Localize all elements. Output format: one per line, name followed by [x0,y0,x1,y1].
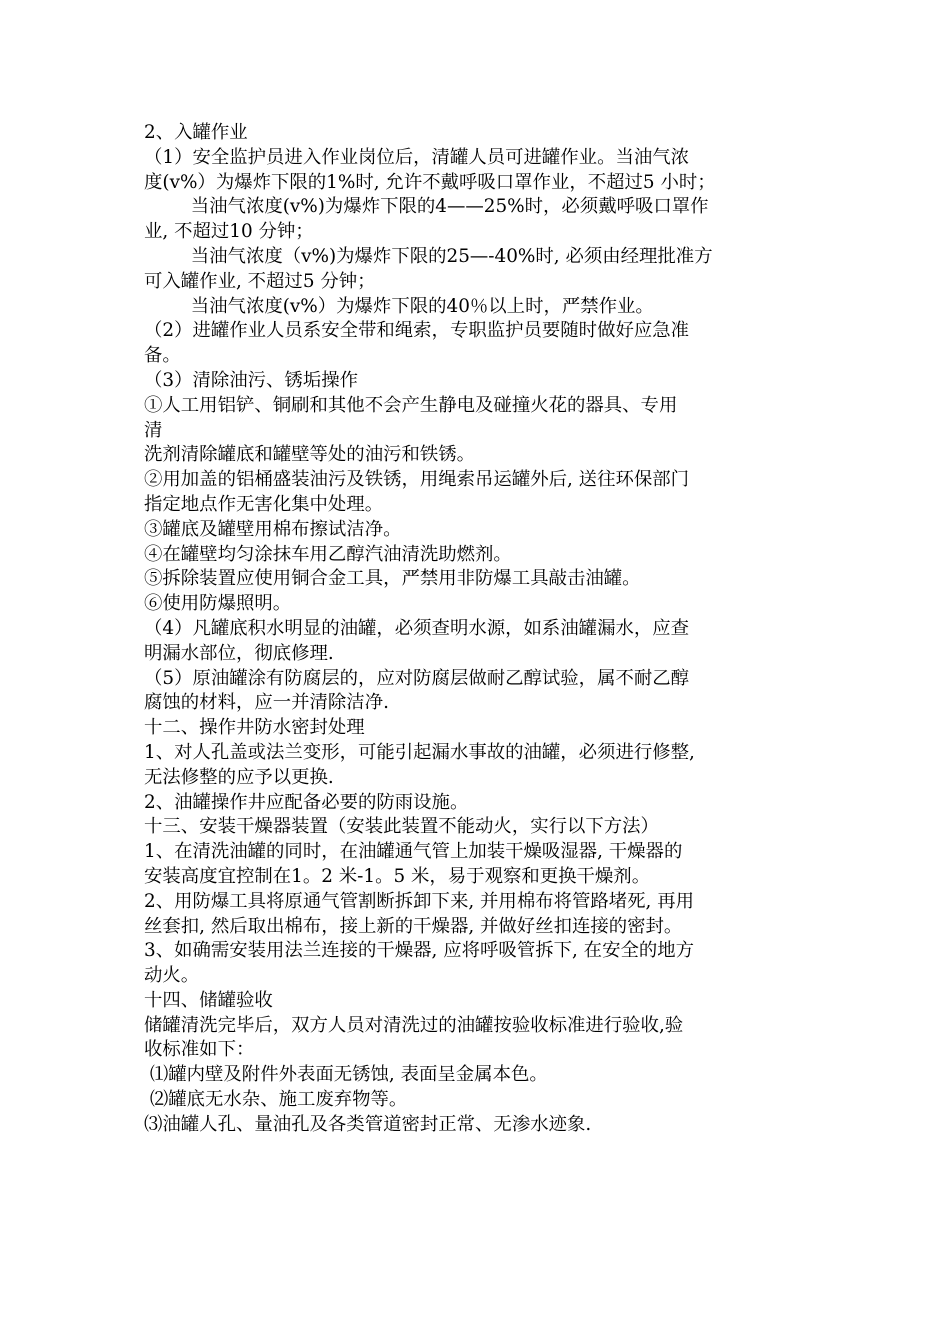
text-line: ⑵罐底无水杂、施工废弃物等。 [144,1089,408,1111]
text-line: 丝套扣, 然后取出棉布，接上新的干燥器, 并做好丝扣连接的密封。 [144,915,683,937]
text-line: ⑥使用防爆照明。 [144,593,292,615]
text-line: 清 [144,419,163,441]
text-line: ⑶油罐人孔、量油孔及各类管道密封正常、无渗水迹象. [144,1113,592,1135]
text-line: ⑤拆除装置应使用铜合金工具，严禁用非防爆工具敲击油罐。 [144,568,641,590]
text-line: 2、油罐操作井应配备必要的防雨设施。 [144,791,469,813]
text-line: 当油气浓度（v%)为爆炸下限的25—-40%时, 必须由经理批准方 [144,245,713,267]
text-line: ④在罐壁均匀涂抹车用乙醇汽油清洗助燃剂。 [144,543,512,565]
text-line: 3、如确需安装用法兰连接的干燥器, 应将呼吸管拆下, 在安全的地方 [144,940,695,962]
text-line: （1）安全监护员进入作业岗位后，清罐人员可进罐作业。当油气浓 [144,146,690,168]
text-line: 十四、储罐验收 [144,989,273,1011]
text-line: 动火。 [144,965,200,987]
text-line: （4）凡罐底积水明显的油罐，必须查明水源，如系油罐漏水，应查 [144,617,690,639]
text-line: 度(v%）为爆炸下限的1%时, 允许不戴呼吸口罩作业，不超过5 小时； [144,171,716,193]
text-line: 腐蚀的材料，应一并清除洁净. [144,692,389,714]
text-line: 2、用防爆工具将原通气管割断拆卸下来, 并用棉布将管路堵死, 再用 [144,890,695,912]
text-line: 安装高度宜控制在1。2 米-1。5 米，易于观察和更换干燥剂。 [144,865,651,887]
text-line: ②用加盖的铝桶盛装油污及铁锈，用绳索吊运罐外后, 送往环保部门 [144,469,690,491]
text-line: 洗剂清除罐底和罐壁等处的油污和铁锈。 [144,444,476,466]
text-line: 十三、安装干燥器装置（安装此装置不能动火，实行以下方法） [144,816,659,838]
text-line: 明漏水部位，彻底修理. [144,642,334,664]
text-line: 可入罐作业, 不超过5 分钟； [144,270,376,292]
text-line: 指定地点作无害化集中处理。 [144,493,384,515]
text-line: 当油气浓度(v%)为爆炸下限的4——25%时，必须戴呼吸口罩作 [144,196,709,218]
text-line: 业, 不超过10 分钟； [144,221,314,243]
text-line: ①人工用铝铲、铜刷和其他不会产生静电及碰撞火花的器具、专用 [144,394,678,416]
text-line: 2、入罐作业 [144,122,248,143]
document-body [144,121,816,1138]
text-line: ③罐底及罐壁用棉布擦试洁净。 [144,518,402,540]
text-line: （3）清除油污、锈垢操作 [144,369,358,391]
text-line: 无法修整的应予以更换. [144,766,334,788]
text-line: 十二、操作井防水密封处理 [144,717,365,739]
text-line: 1、在清洗油罐的同时，在油罐通气管上加装干燥吸湿器, 干燥器的 [144,841,683,863]
text-line: 1、对人孔盖或法兰变形，可能引起漏水事故的油罐，必须进行修整, [144,741,695,763]
text-line: 当油气浓度(v%）为爆炸下限的40％以上时，严禁作业。 [144,295,654,317]
text-line: ⑴罐内壁及附件外表面无锈蚀, 表面呈金属本色。 [144,1064,548,1086]
text-line: （5）原油罐涂有防腐层的，应对防腐层做耐乙醇试验，属不耐乙醇 [144,667,690,689]
text-line: （2）进罐作业人员系安全带和绳索，专职监护员要随时做好应急准 [144,320,690,342]
text-line: 收标准如下： [144,1039,255,1061]
text-line: 储罐清洗完毕后，双方人员对清洗过的油罐按验收标准进行验收,验 [144,1014,684,1036]
text-line: 备。 [144,345,181,367]
